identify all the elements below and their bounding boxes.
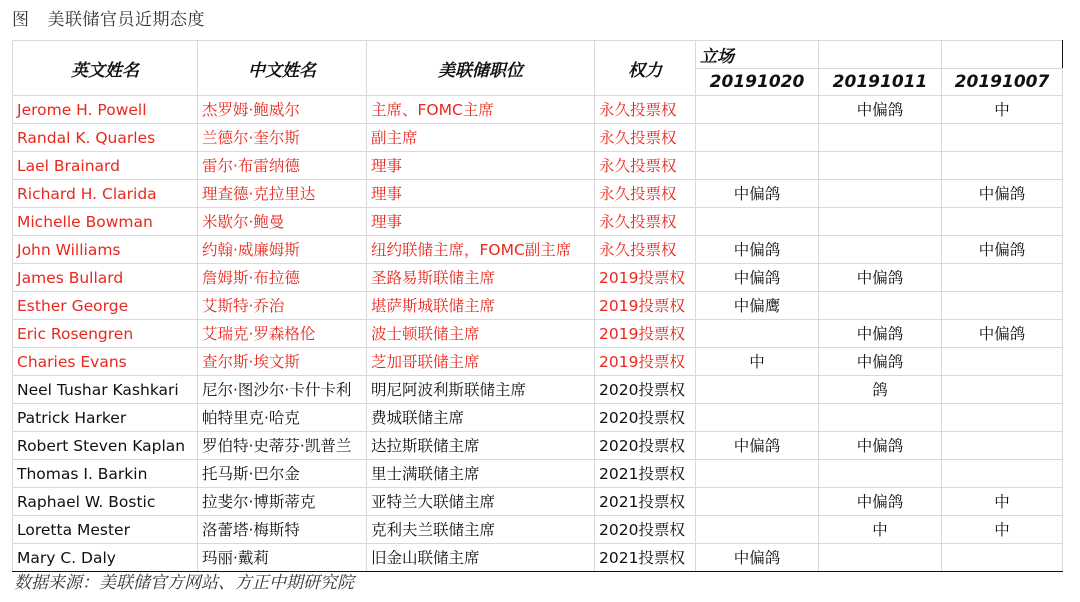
cell-position: 明尼阿波利斯联储主席 [367,376,595,404]
table-body [13,96,1063,572]
cell-position: 理事 [367,152,595,180]
cell-stance-20191020 [696,96,819,124]
cell-position: 波士顿联储主席 [367,320,595,348]
header-date-2: 20191011 [819,68,942,96]
figure-title: 美联储官员近期态度 [47,10,205,30]
cell-chinese-name: 罗伯特·史蒂芬·凯普兰 [198,432,367,460]
cell-stance-20191011: 中偏鸽 [819,348,942,376]
cell-position: 堪萨斯城联储主席 [367,292,595,320]
cell-stance-20191011: 中偏鸽 [819,96,942,124]
table-row [13,152,1063,180]
cell-english-name: Eric Rosengren [13,320,198,348]
cell-chinese-name: 约翰·威廉姆斯 [198,236,367,264]
cell-stance-20191020 [696,404,819,432]
cell-stance-20191011 [819,544,942,572]
cell-stance-20191011 [819,460,942,488]
table-row [13,432,1063,460]
cell-stance-20191011 [819,124,942,152]
cell-position: 理事 [367,208,595,236]
cell-power: 2019投票权 [595,320,696,348]
cell-english-name: John Williams [13,236,198,264]
cell-stance-20191007: 中偏鸽 [942,320,1063,348]
cell-stance-20191007: 中 [942,96,1063,124]
cell-position: 里士满联储主席 [367,460,595,488]
cell-stance-20191007 [942,208,1063,236]
header-date-3: 20191007 [942,68,1063,96]
cell-stance-20191007: 中偏鸽 [942,236,1063,264]
cell-stance-20191020 [696,488,819,516]
cell-stance-20191007 [942,460,1063,488]
cell-stance-20191011 [819,152,942,180]
cell-stance-20191007: 中 [942,516,1063,544]
cell-stance-20191020: 中偏鸽 [696,544,819,572]
cell-stance-20191020 [696,460,819,488]
cell-english-name: Patrick Harker [13,404,198,432]
header-stance: 立场 [696,41,819,69]
cell-english-name: Esther George [13,292,198,320]
table-row [13,348,1063,376]
cell-english-name: Jerome H. Powell [13,96,198,124]
cell-stance-20191020 [696,208,819,236]
cell-power: 2020投票权 [595,376,696,404]
cell-english-name: Raphael W. Bostic [13,488,198,516]
cell-english-name: Robert Steven Kaplan [13,432,198,460]
cell-chinese-name: 理查德·克拉里达 [198,180,367,208]
cell-stance-20191007 [942,264,1063,292]
header-date-1: 20191020 [696,68,819,96]
cell-chinese-name: 尼尔·图沙尔·卡什卡利 [198,376,367,404]
cell-chinese-name: 米歇尔·鲍曼 [198,208,367,236]
cell-chinese-name: 查尔斯·埃文斯 [198,348,367,376]
cell-power: 2021投票权 [595,488,696,516]
cell-stance-20191011 [819,180,942,208]
cell-position: 圣路易斯联储主席 [367,264,595,292]
cell-position: 亚特兰大联储主席 [367,488,595,516]
header-stance-span [819,41,942,69]
cell-english-name: Thomas I. Barkin [13,460,198,488]
header-stance-span [942,41,1063,69]
cell-stance-20191007 [942,544,1063,572]
cell-position: 费城联储主席 [367,404,595,432]
cell-stance-20191007 [942,404,1063,432]
cell-power: 永久投票权 [595,124,696,152]
table-row [13,376,1063,404]
cell-power: 永久投票权 [595,236,696,264]
cell-stance-20191011: 中偏鸽 [819,432,942,460]
cell-power: 2021投票权 [595,460,696,488]
cell-position: 理事 [367,180,595,208]
cell-power: 永久投票权 [595,152,696,180]
cell-stance-20191011: 中偏鸽 [819,320,942,348]
cell-stance-20191007 [942,376,1063,404]
cell-stance-20191011: 中 [819,516,942,544]
cell-chinese-name: 雷尔·布雷纳德 [198,152,367,180]
cell-chinese-name: 艾瑞克·罗森格伦 [198,320,367,348]
figure-label: 图 [12,10,30,30]
cell-stance-20191011: 中偏鸽 [819,488,942,516]
table-row [13,124,1063,152]
cell-power: 2020投票权 [595,432,696,460]
cell-chinese-name: 杰罗姆·鲍威尔 [198,96,367,124]
cell-chinese-name: 帕特里克·哈克 [198,404,367,432]
cell-position: 主席、FOMC主席 [367,96,595,124]
cell-stance-20191020 [696,124,819,152]
table-row [13,292,1063,320]
cell-stance-20191007 [942,152,1063,180]
cell-chinese-name: 托马斯·巴尔金 [198,460,367,488]
cell-english-name: Mary C. Daly [13,544,198,572]
cell-chinese-name: 兰德尔·奎尔斯 [198,124,367,152]
header-chinese-name: 中文姓名 [198,41,367,96]
table-row [13,236,1063,264]
cell-english-name: Richard H. Clarida [13,180,198,208]
cell-stance-20191011 [819,404,942,432]
cell-english-name: Lael Brainard [13,152,198,180]
cell-power: 永久投票权 [595,96,696,124]
cell-power: 2020投票权 [595,516,696,544]
table-row [13,404,1063,432]
cell-english-name: Michelle Bowman [13,208,198,236]
cell-power: 2021投票权 [595,544,696,572]
cell-english-name: Neel Tushar Kashkari [13,376,198,404]
cell-position: 芝加哥联储主席 [367,348,595,376]
header-position: 美联储职位 [367,41,595,96]
cell-stance-20191020: 中 [696,348,819,376]
cell-stance-20191020 [696,320,819,348]
cell-stance-20191011 [819,236,942,264]
cell-position: 副主席 [367,124,595,152]
cell-english-name: Randal K. Quarles [13,124,198,152]
cell-power: 2019投票权 [595,348,696,376]
header-english-name: 英文姓名 [13,41,198,96]
cell-chinese-name: 玛丽·戴莉 [198,544,367,572]
cell-stance-20191020: 中偏鹰 [696,292,819,320]
cell-stance-20191007 [942,292,1063,320]
cell-stance-20191020: 中偏鸽 [696,264,819,292]
cell-stance-20191020: 中偏鸽 [696,432,819,460]
cell-stance-20191011: 中偏鸽 [819,264,942,292]
cell-stance-20191020: 中偏鸽 [696,236,819,264]
table-row [13,516,1063,544]
cell-power: 永久投票权 [595,180,696,208]
cell-stance-20191007: 中偏鸽 [942,180,1063,208]
table-row [13,96,1063,124]
cell-stance-20191011 [819,292,942,320]
cell-chinese-name: 拉斐尔·博斯蒂克 [198,488,367,516]
table-row [13,488,1063,516]
cell-chinese-name: 洛蕾塔·梅斯特 [198,516,367,544]
cell-power: 2019投票权 [595,292,696,320]
cell-english-name: Loretta Mester [13,516,198,544]
cell-stance-20191011 [819,208,942,236]
table-row [13,180,1063,208]
cell-stance-20191007 [942,124,1063,152]
table-row [13,320,1063,348]
cell-stance-20191020 [696,516,819,544]
header-power: 权力 [595,41,696,96]
cell-chinese-name: 艾斯特·乔治 [198,292,367,320]
cell-english-name: James Bullard [13,264,198,292]
cell-stance-20191007 [942,348,1063,376]
cell-english-name: Charies Evans [13,348,198,376]
table-row [13,208,1063,236]
cell-power: 永久投票权 [595,208,696,236]
table-row [13,264,1063,292]
cell-chinese-name: 詹姆斯·布拉德 [198,264,367,292]
source-note: 数据来源：美联储官方网站、方正中期研究院 [14,573,354,593]
cell-stance-20191007 [942,432,1063,460]
cell-position: 纽约联储主席，FOMC副主席 [367,236,595,264]
cell-stance-20191020 [696,376,819,404]
cell-power: 2019投票权 [595,264,696,292]
cell-power: 2020投票权 [595,404,696,432]
fed-officials-table [12,40,1063,572]
cell-stance-20191007: 中 [942,488,1063,516]
cell-position: 达拉斯联储主席 [367,432,595,460]
figure-caption [12,5,205,30]
cell-position: 旧金山联储主席 [367,544,595,572]
cell-stance-20191020: 中偏鸽 [696,180,819,208]
table-row [13,460,1063,488]
cell-stance-20191011: 鸽 [819,376,942,404]
cell-stance-20191020 [696,152,819,180]
cell-position: 克利夫兰联储主席 [367,516,595,544]
